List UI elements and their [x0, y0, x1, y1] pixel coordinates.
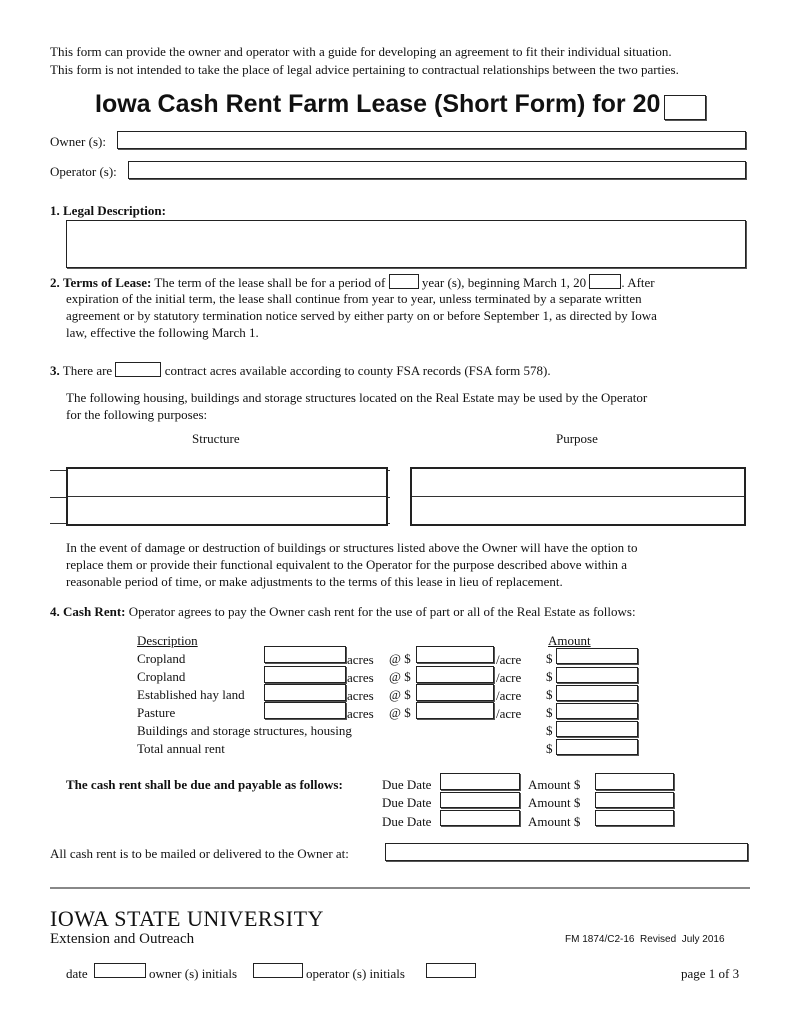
terms-line-4: law, effective the following March 1. [66, 325, 259, 340]
total-rent-label: Total annual rent [137, 741, 225, 756]
dollar-label: $ [546, 723, 553, 738]
per-acre-label: /acre [496, 670, 522, 685]
dollar-label: $ [546, 705, 553, 720]
dollar-label: $ [546, 651, 553, 666]
amount-dollar-label: Amount $ [528, 795, 581, 810]
university-logo-text: IOWA STATE UNIVERSITY [50, 906, 324, 931]
operator-initials-field[interactable] [426, 963, 476, 978]
due-amount-3-field[interactable] [595, 810, 674, 826]
row2-acres-field[interactable] [264, 666, 346, 683]
date-label: date [66, 966, 88, 981]
dollar-label: $ [546, 669, 553, 684]
cash-rent-line [50, 604, 636, 620]
amount-column-header: Amount [548, 633, 591, 648]
damage-line-2: replace them or provide their functional equivalent to the Operator for the purpose described above within a [66, 557, 627, 572]
row2-amount-field[interactable] [556, 667, 638, 683]
owner-initials-label: owner (s) initials [149, 966, 238, 981]
row4-amount-field[interactable] [556, 703, 638, 719]
section4-number: 4. [50, 604, 60, 619]
rent-row-label: Pasture [137, 705, 176, 720]
terms-number: 2. [50, 275, 60, 290]
term-years-field[interactable] [389, 274, 419, 289]
due-amount-2-field[interactable] [595, 792, 674, 808]
page-number: page 1 of 3 [681, 966, 740, 981]
rent-row-label: Cropland [137, 669, 186, 684]
contract-acres-line [50, 362, 551, 379]
payable-label: The cash rent shall be due and payable as follows: [66, 777, 343, 792]
due-amount-1-field[interactable] [595, 773, 674, 790]
owner-label: Owner (s): [50, 134, 106, 149]
contract-acres-field[interactable] [115, 362, 161, 377]
cash-rent-heading: Cash Rent: [63, 604, 126, 619]
section3-number: 3. [50, 363, 60, 378]
structure-column-header: Structure [192, 431, 240, 446]
acres-label: acres [347, 706, 374, 721]
acres-label: acres [347, 652, 374, 667]
buildings-line-2: for the following purposes: [66, 407, 208, 422]
due-date-label: Due Date [382, 795, 432, 810]
at-dollar-label: @ $ [389, 687, 411, 702]
operator-initials-label: operator (s) initials [306, 966, 405, 981]
form-title: Iowa Cash Rent Farm Lease (Short Form) for 20 [95, 90, 661, 118]
total-amount-field[interactable] [556, 739, 638, 755]
rent-row-label: Cropland [137, 651, 186, 666]
row4-acres-field[interactable] [264, 702, 346, 719]
term-start-year-field[interactable] [589, 274, 621, 289]
terms-heading: Terms of Lease: [63, 275, 152, 290]
owner-field[interactable] [117, 131, 746, 149]
purpose-field[interactable] [410, 467, 746, 526]
section3-text-a: There are [62, 363, 113, 378]
row4-rate-field[interactable] [416, 702, 494, 719]
operator-field[interactable] [128, 161, 746, 179]
intro-line-2: This form is not intended to take the place of legal advice pertaining to contractual relationships between the two parties. [50, 62, 679, 77]
terms-line-2: expiration of the initial term, the lease shall continue from year to year, unless terminated by a separate written [66, 291, 642, 306]
row2-rate-field[interactable] [416, 666, 494, 683]
amount-dollar-label: Amount $ [528, 777, 581, 792]
at-dollar-label: @ $ [389, 705, 411, 720]
dollar-label: $ [546, 741, 553, 756]
extension-unit-text: Extension and Outreach [50, 931, 195, 947]
section3-text-b: contract acres available according to county FSA records (FSA form 578). [164, 363, 551, 378]
damage-line-3: reasonable period of time, or make adjustments to the terms of this lease in lieu of replacement. [66, 574, 563, 589]
buildings-line-1: The following housing, buildings and storage structures located on the Real Estate may be used by the Operator [66, 390, 648, 405]
row1-amount-field[interactable] [556, 648, 638, 664]
terms-text-b: year (s), beginning March 1, 20 [421, 275, 587, 290]
row1-acres-field[interactable] [264, 646, 346, 663]
dollar-label: $ [546, 687, 553, 702]
per-acre-label: /acre [496, 706, 522, 721]
terms-of-lease-paragraph [50, 274, 750, 291]
description-column-header: Description [137, 633, 198, 648]
mail-address-label: All cash rent is to be mailed or delivered to the Owner at: [50, 846, 349, 861]
due-date-1-field[interactable] [440, 773, 520, 790]
footer-divider [50, 887, 750, 889]
due-date-3-field[interactable] [440, 810, 520, 826]
buildings-amount-field[interactable] [556, 721, 638, 737]
purpose-column-header: Purpose [556, 431, 598, 446]
at-dollar-label: @ $ [389, 651, 411, 666]
damage-line-1: In the event of damage or destruction of buildings or structures listed above the Owner will have the option to [66, 540, 638, 555]
amount-dollar-label: Amount $ [528, 814, 581, 829]
terms-text-a: The term of the lease shall be for a period of [154, 275, 386, 290]
date-field[interactable] [94, 963, 146, 978]
structure-field[interactable] [66, 467, 388, 526]
row3-rate-field[interactable] [416, 684, 494, 701]
legal-description-field[interactable] [66, 220, 746, 268]
intro-line-1: This form can provide the owner and operator with a guide for developing an agreement to fit their individual situation. [50, 44, 672, 59]
operator-label: Operator (s): [50, 164, 117, 179]
terms-text-c: . After [621, 275, 655, 290]
owner-initials-field[interactable] [253, 963, 303, 978]
buildings-rent-label: Buildings and storage structures, housing [137, 723, 352, 738]
mail-address-field[interactable] [385, 843, 748, 861]
rent-row-label: Established hay land [137, 687, 245, 702]
row1-rate-field[interactable] [416, 646, 494, 663]
acres-label: acres [347, 688, 374, 703]
terms-line-3: agreement or by statutory termination notice served by either party on or before September 1, as directed by Iowa [66, 308, 657, 323]
per-acre-label: /acre [496, 652, 522, 667]
cash-rent-text: Operator agrees to pay the Owner cash rent for the use of part or all of the Real Estate as follows: [128, 604, 636, 619]
per-acre-label: /acre [496, 688, 522, 703]
row3-amount-field[interactable] [556, 685, 638, 701]
due-date-2-field[interactable] [440, 792, 520, 808]
form-id: FM 1874/C2-16 Revised July 2016 [565, 934, 725, 945]
year-field[interactable] [664, 95, 706, 120]
due-date-label: Due Date [382, 777, 432, 792]
row3-acres-field[interactable] [264, 684, 346, 701]
legal-description-heading: 1. Legal Description: [50, 203, 166, 218]
at-dollar-label: @ $ [389, 669, 411, 684]
due-date-label: Due Date [382, 814, 432, 829]
acres-label: acres [347, 670, 374, 685]
